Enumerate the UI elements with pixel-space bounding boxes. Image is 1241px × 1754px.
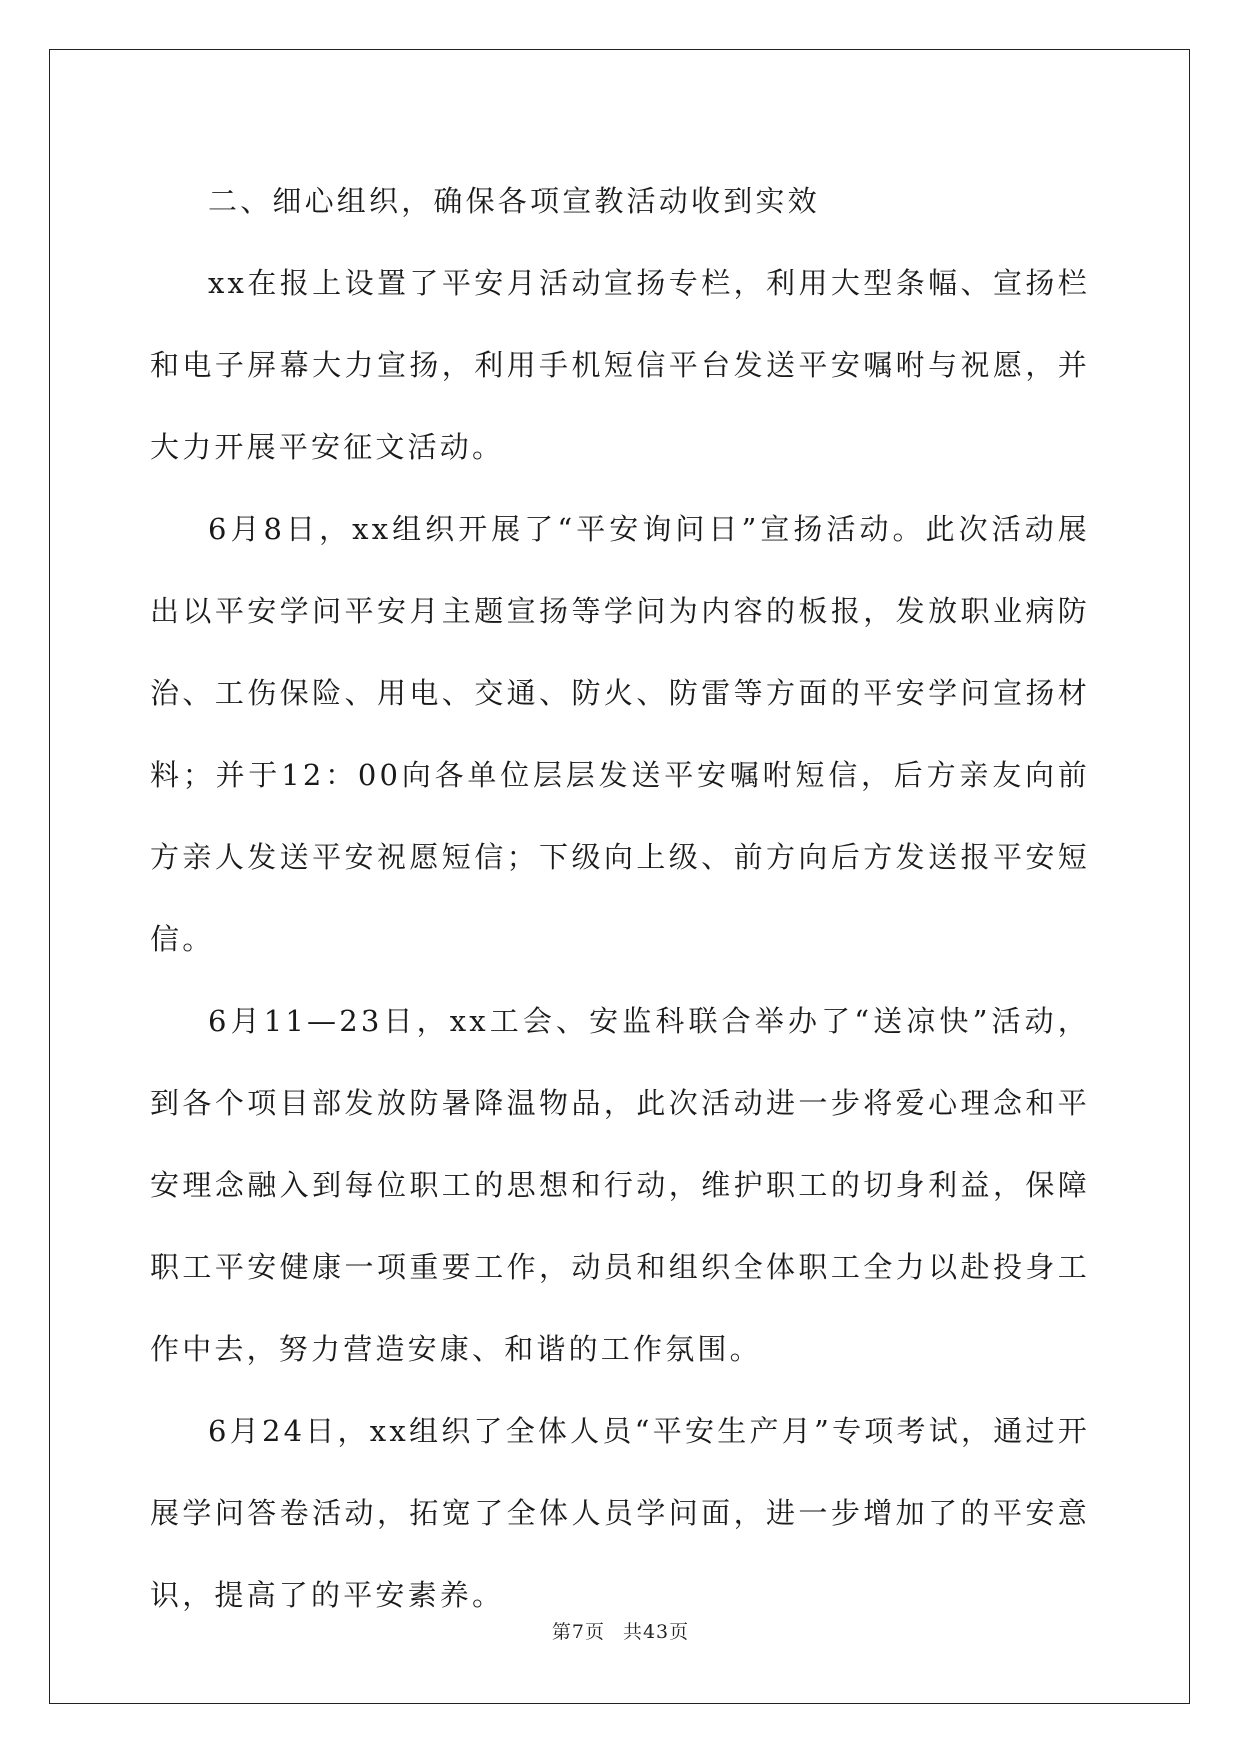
paragraph: 6月8日，xx组织开展了“平安询问日”宣扬活动。此次活动展出以平安学问平安月主题宣扬等学问为内容的板报，发放职业病防治、工伤保险、用电、交通、防火、防雷等方面的平安学问宣扬材料；并于12：00向各单位层层发送平安嘱咐短信，后方亲友向前方亲人发送平安祝愿短信；下级向上级、前方向后方发送报平安短信。 <box>150 512 1090 956</box>
paragraph: xx在报上设置了平安月活动宣扬专栏，利用大型条幅、宣扬栏和电子屏幕大力宣扬，利用手机短信平台发送平安嘱咐与祝愿，并大力开展平安征文活动。 <box>150 266 1090 464</box>
document-body <box>150 160 1090 1636</box>
page-footer <box>0 1617 1241 1644</box>
page-number-total: 共43页 <box>622 1621 690 1643</box>
section-heading: 二、细心组织，确保各项宣教活动收到实效 <box>208 184 820 218</box>
paragraph: 6月24日，xx组织了全体人员“平安生产月”专项考试，通过开展学问答卷活动，拓宽了全体人员学问面，进一步增加了的平安意识，提高了的平安素养。 <box>150 1414 1090 1612</box>
page-number-current: 第7页 <box>551 1621 605 1643</box>
paragraph: 6月11—23日，xx工会、安监科联合举办了“送凉快”活动，到各个项目部发放防暑降温物品，此次活动进一步将爱心理念和平安理念融入到每位职工的思想和行动，维护职工的切身利益，保障职工平安健康一项重要工作，动员和组织全体职工全力以赴投身工作中去，努力营造安康、和谐的工作氛围。 <box>150 1004 1090 1366</box>
